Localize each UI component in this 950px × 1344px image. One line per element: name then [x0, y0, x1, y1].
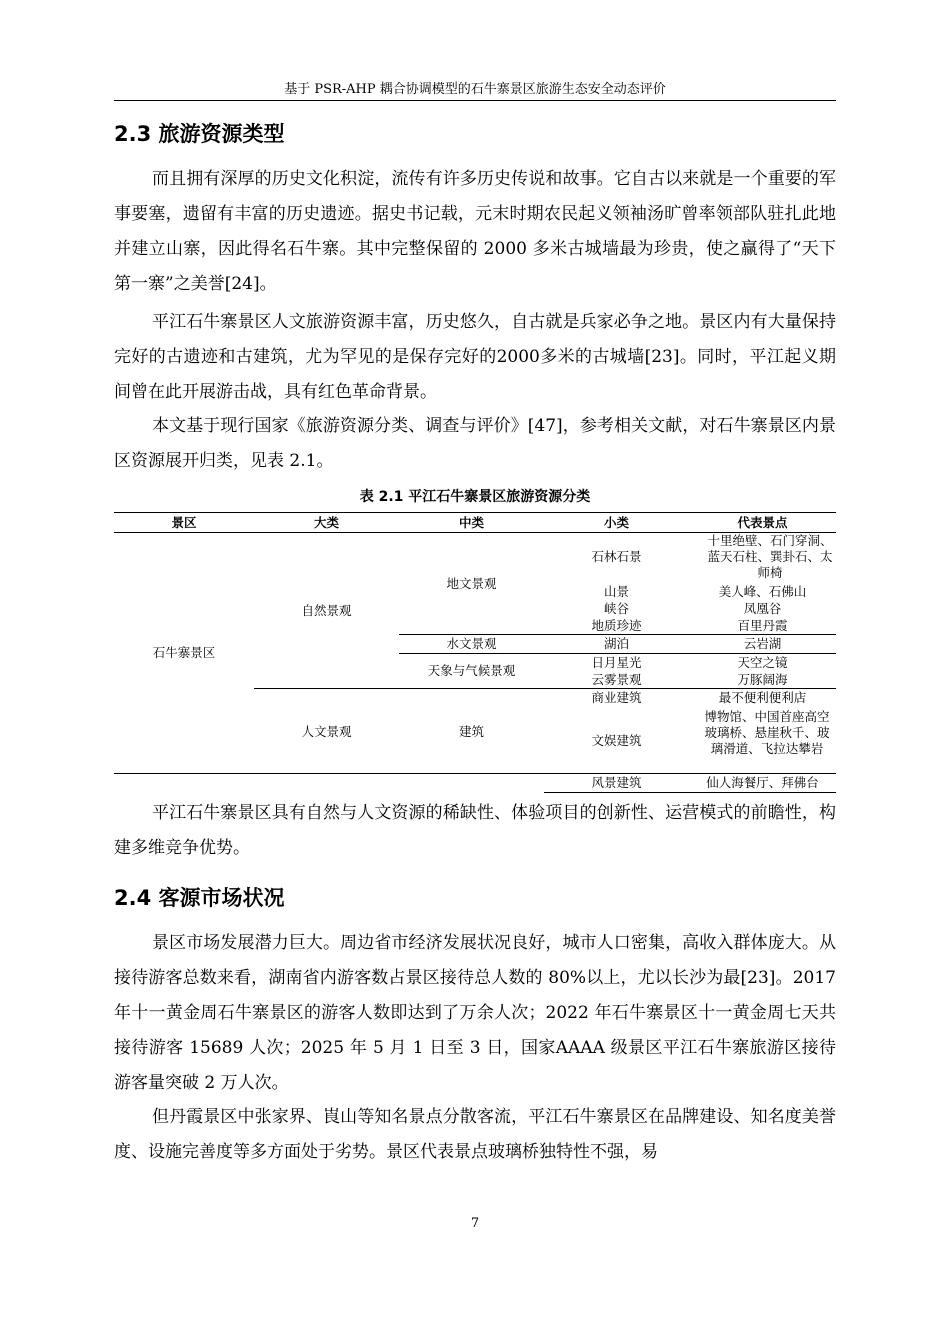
table-header-cell: 代表景点 — [737, 515, 788, 530]
table-row-rule — [399, 653, 836, 654]
running-header: 基于 PSR-AHP 耦合协调模型的石牛寨景区旅游生态安全动态评价 — [284, 82, 666, 97]
resource-classification-table — [114, 512, 836, 792]
table-bottom-rule — [544, 792, 836, 793]
minor-class-cell: 文娱建筑 — [591, 733, 642, 748]
representative-spot-cell: 天空之镜 — [737, 655, 788, 670]
representative-spot-cell: 云岩湖 — [743, 636, 782, 651]
table-caption: 表 2.1 平江石牛寨景区旅游资源分类 — [359, 489, 591, 505]
table-header-cell: 大类 — [313, 515, 339, 530]
paragraph: 本文基于现行国家《旅游资源分类、调查与评价》[47]，参考相关文献，对石牛寨景区内景区资源展开归类，见表 2.1。 — [114, 416, 836, 471]
minor-class-cell: 地质珍迹 — [591, 618, 642, 633]
middle-class-cell: 地文景观 — [446, 576, 497, 591]
representative-spot-cell: 百里丹霞 — [737, 618, 788, 633]
minor-class-cell: 云雾景观 — [591, 672, 642, 687]
paragraph: 平江石牛寨景区具有自然与人文资源的稀缺性、体验项目的创新性、运营模式的前瞻性，构建多维竞争优势。 — [114, 803, 836, 858]
representative-spot-cell: 美人峰、石佛山 — [718, 584, 807, 599]
section-heading-2-3: 2.3 旅游资源类型 — [114, 122, 285, 146]
minor-class-cell: 山景 — [603, 584, 629, 599]
minor-class-cell: 商业建筑 — [591, 690, 642, 705]
paragraph: 平江石牛寨景区人文旅游资源丰富，历史悠久，自古就是兵家必争之地。景区内有大量保持完好的古遗迹和古建筑，尤为罕见的是保存完好的2000多米的古城墙[23]。同时，平江起义期间曾在此开展游击战，具有红色革命背景。 — [114, 312, 836, 402]
table-top-rule — [114, 512, 836, 513]
table-row-rule — [254, 688, 836, 689]
representative-spot-cell: 凤凰谷 — [743, 601, 782, 616]
paragraph: 但丹霞景区中张家界、崀山等知名景点分散客流，平江石牛寨景区在品牌建设、知名度美誉度、设施完善度等多方面处于劣势。景区代表景点玻璃桥独特性不强，易 — [114, 1107, 836, 1162]
major-class-cell: 自然景观 — [301, 603, 352, 618]
scenic-area-cell: 石牛寨景区 — [152, 645, 216, 660]
page-number: 7 — [470, 1216, 480, 1231]
major-class-cell: 人文景观 — [301, 724, 352, 739]
minor-class-cell: 石林石景 — [591, 549, 642, 564]
representative-spot-cell: 十里绝壁、石门穿洞、蓝天石柱、巽卦石、太师椅 — [707, 533, 833, 580]
table-bottom-rule — [114, 773, 836, 774]
middle-class-cell: 建筑 — [458, 724, 484, 739]
table-row-rule — [399, 634, 836, 635]
table-header-cell: 景区 — [171, 515, 197, 530]
minor-class-cell: 风景建筑 — [591, 775, 642, 790]
table-header-cell: 小类 — [603, 515, 629, 530]
paragraph: 而且拥有深厚的历史文化积淀，流传有许多历史传说和故事。它自古以来就是一个重要的军事要塞，遗留有丰富的历史遗迹。据史书记载，元末时期农民起义领袖汤旷曾率领部队驻扎此地并建立山寨，因此得名石牛寨。其中完整保留的 2000 多米古城墙最为珍贵，使之赢得了“天下第一寨”之美誉[24]。 — [114, 169, 836, 294]
header-rule — [114, 100, 836, 101]
representative-spot-cell: 万豚阔海 — [737, 672, 788, 687]
minor-class-cell: 日月星光 — [591, 655, 642, 670]
minor-class-cell: 峡谷 — [603, 601, 629, 616]
middle-class-cell: 天象与气候景观 — [427, 663, 516, 678]
representative-spot-cell: 最不便利便利店 — [718, 690, 807, 705]
middle-class-cell: 水文景观 — [446, 636, 497, 651]
representative-spot-cell: 博物馆、中国首座高空玻璃桥、悬崖秋千、玻璃滑道、飞拉达攀岩 — [704, 709, 830, 756]
minor-class-cell: 湖泊 — [603, 636, 629, 651]
table-header-cell: 中类 — [458, 515, 484, 530]
section-heading-2-4: 2.4 客源市场状况 — [114, 886, 285, 910]
paragraph: 景区市场发展潜力巨大。周边省市经济发展状况良好，城市人口密集，高收入群体庞大。从接待游客总数来看，湖南省内游客数占景区接待总人数的 80%以上，尤以长沙为最[23]。2017 年十一黄金周石牛寨景区的游客人数即达到了万余人次；2022 年石牛寨景区十一黄金周七天共接待游客 15689 人次；2025 年 5 月 1 日至 3 日，国家AAAA 级景区平江石牛寨旅游区接待游客量突破 2 万人次。 — [114, 933, 836, 1093]
representative-spot-cell: 仙人海餐厅、拜佛台 — [706, 775, 819, 790]
